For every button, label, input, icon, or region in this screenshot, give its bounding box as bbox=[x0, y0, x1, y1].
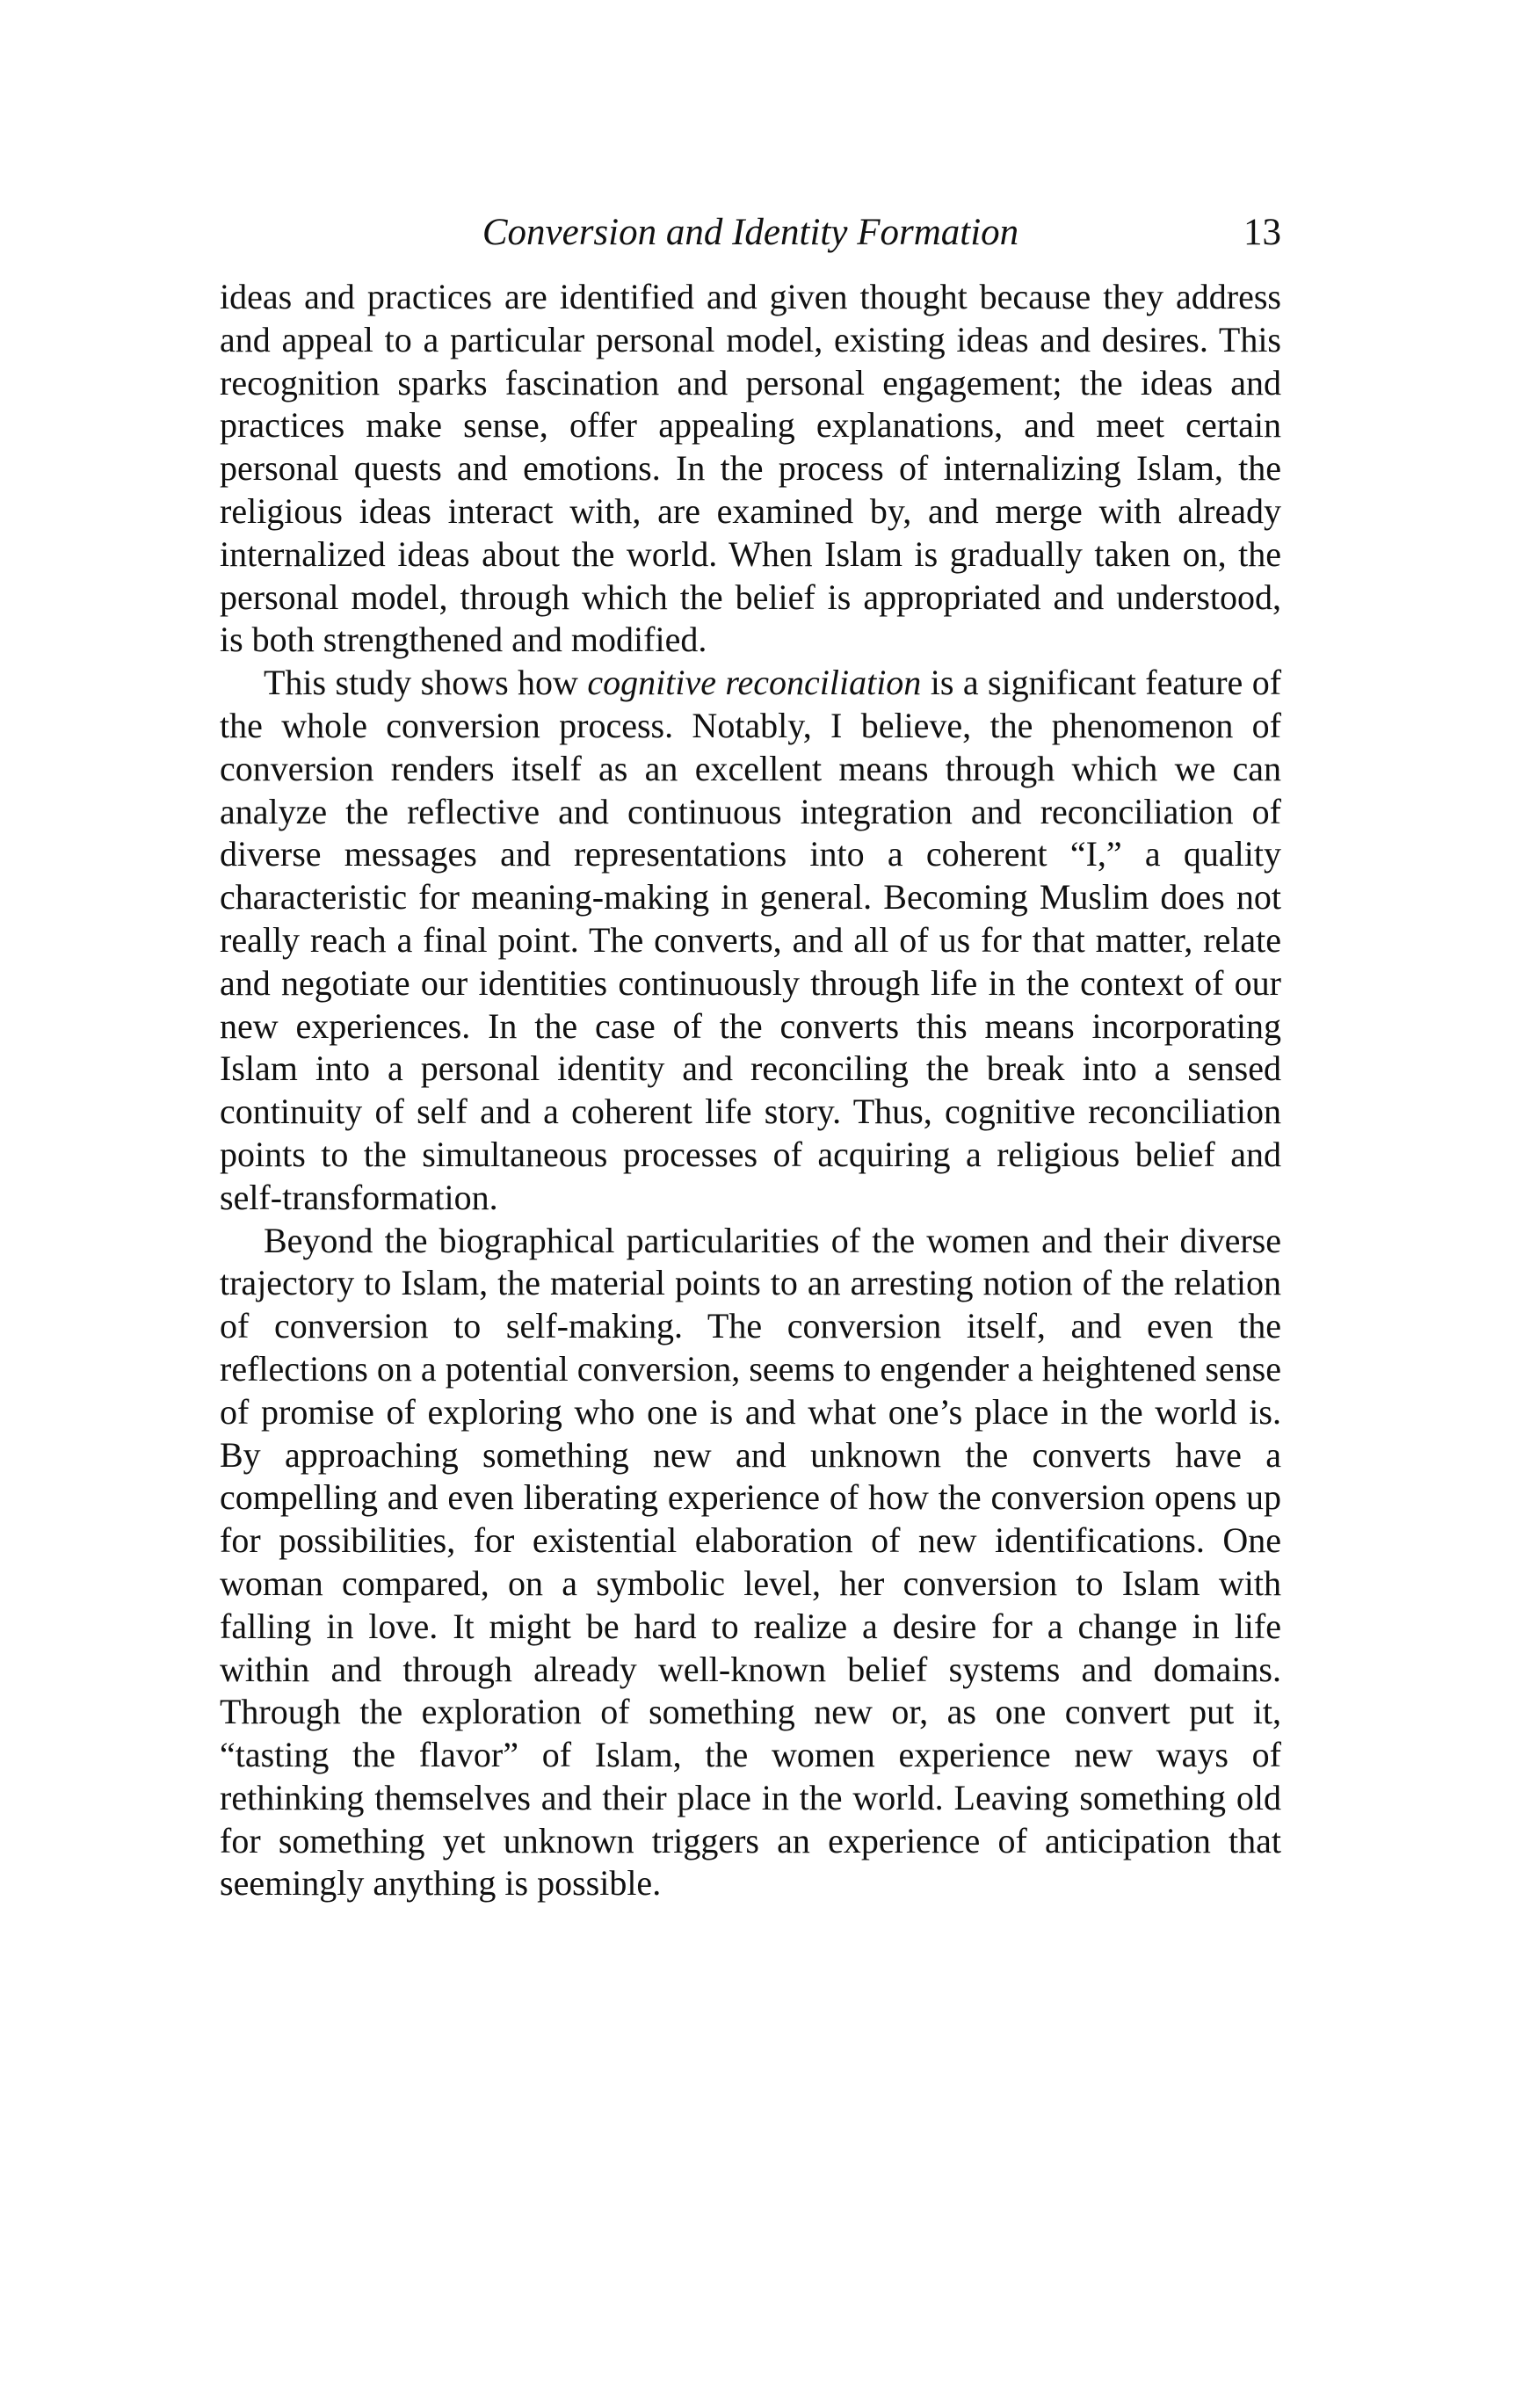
body-text bbox=[220, 276, 1281, 1905]
running-title: Conversion and Identity Formation bbox=[482, 212, 1019, 253]
paragraph-self-making: Beyond the biographical particularities of the women and their diverse trajectory to Islam, the material points to an arresting notion of the relation of conversion to self-making. The conversion itself, and even the reflections on a potential conversion, seems to engender a heightened sense of promise of exploring who one is and what one’s place in the world is. By approaching something new and unknown the converts have a compelling and even liberating experience of how the conversion opens up for possibilities, for existential elaboration of new identifications. One woman compared, on a symbolic level, her conversion to Islam with falling in love. It might be hard to realize a desire for a change in life within and through already well-known belief systems and domains. Through the exploration of something new or, as one convert put it, “tasting the flavor” of Islam, the women experience new ways of rethinking themselves and their place in the world. Leaving something old for something yet unknown triggers an experience of anticipation that seemingly anything is possible. bbox=[220, 1220, 1281, 1904]
page-number: 13 bbox=[1243, 212, 1281, 253]
paragraph-text: This study shows how bbox=[264, 663, 588, 703]
running-head bbox=[220, 204, 1281, 262]
book-page bbox=[220, 204, 1281, 1905]
emphasized-term: cognitive reconciliation bbox=[587, 663, 922, 703]
paragraph-cognitive-reconciliation bbox=[220, 662, 1281, 1219]
paragraph-continued: ideas and practices are identified and given thought because they address and appeal to a particular personal model, existing ideas and desires. This recognition sparks fascination and personal engagement; the ideas and practices make sense, offer appealing explanations, and meet certain personal quests and emotions. In the process of internalizing Islam, the religious ideas interact with, are examined by, and merge with already internalized ideas about the world. When Islam is gradually taken on, the personal model, through which the belief is appropriated and understood, is both strengthened and modified. bbox=[220, 277, 1281, 660]
paragraph-text: is a significant feature of the whole conversion process. Notably, I believe, the phenomenon of conversion renders itself as an excellent means through which we can analyze the reflective and continuous integration and reconciliation of diverse messages and representations into a coherent “I,” a quality characteristic for meaning-making in general. Becoming Muslim does not really reach a final point. The converts, and all of us for that matter, relate and negotiate our identities continuously through life in the context of our new experiences. In the case of the converts this means incorporating Islam into a personal identity and reconciling the break into a sensed continuity of self and a coherent life story. Thus, cognitive reconciliation points to the simultaneous processes of acquiring a religious belief and self-transformation. bbox=[220, 663, 1282, 1217]
